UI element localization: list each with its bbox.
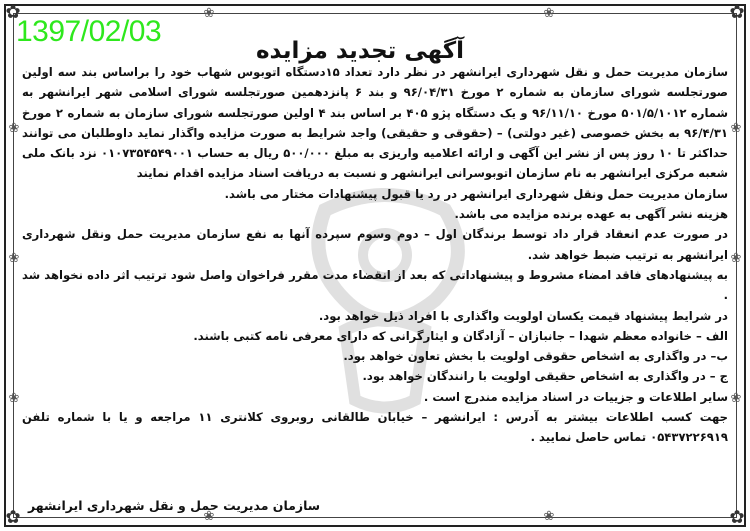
date-stamp: 1397/02/03: [16, 15, 162, 48]
flower-ornament-icon: ❀: [543, 6, 555, 21]
flower-ornament-icon: ✿: [729, 2, 745, 23]
flower-ornament-icon: ❀: [730, 121, 742, 136]
flower-ornament-icon: ❀: [203, 6, 215, 21]
paragraph-priority: در شرایط پیشنهاد قیمت یکسان اولویت واگذاری با افراد ذیل خواهد بود.: [318, 308, 728, 323]
flower-ornament-icon: ❀: [543, 509, 555, 524]
flower-ornament-icon: ❀: [8, 121, 20, 136]
flower-ornament-icon: ❀: [8, 391, 20, 406]
paragraph-priority-c: ج – در واگذاری به اشخاص حقیقی اولویت با رانندگان خواهد بود.: [362, 369, 728, 384]
flower-ornament-icon: ❀: [8, 251, 20, 266]
paragraph-forfeit: در صورت عدم انعقاد قرار داد توسط برندگان اول – دوم وسوم سپرده آنها به نفع سازمان مدیریت حمل ونقل شهرداری ایرانشهر به ترتیب ضبط خواهد شد.: [22, 227, 728, 262]
paragraph-rights: سازمان مدیریت حمل ونقل شهرداری ایرانشهر در رد یا قبول پیشنهادات مختار می باشد.: [224, 186, 728, 201]
notice-body: [22, 62, 728, 448]
paragraph-priority-a: الف – خانواده معظم شهدا – جانبازان – آزادگان و ایثارگرانی که دارای معرفی نامه کتبی باشند.: [193, 328, 728, 343]
paragraph-main: سازمان مدیریت حمل و نقل شهرداری ایرانشهر در نظر دارد تعداد ۱۵دستگاه اتوبوس شهاب خود را براساس بند سه اولین صورتجلسه شورای سازمان به شماره ۲ مورخ ۹۶/۰۴/۳۱ و بند ۶ پانزدهمین صورتجلسه شورای اسلامی شهر ایرانشهر به شماره ۵۰۱/۵/۱۰۱۲ مورخ ۹۶/۱۱/۱۰ و یک دستگاه پژو ۴۰۵ بر اساس بند ۴ اولین صورتجلسه شورای سازمان به شماره ۲ مورخ ۹۶/۴/۳۱ به بخش خصوصی (غیر دولتی) – (حقوقی و حقیقی) واجد شرایط به صورت مزایده واگذار نماید داوطلبان می توانند حداکثر تا ۱۰ روز پس از نشر این آگهی و ارائه اعلامیه واریزی به مبلغ ۵۰۰/۰۰۰ ریال به حساب ۰۱۰۷۳۵۴۵۴۹۰۰۱ نزد بانک ملی شعبه مرکزی ایرانشهر به نام سازمان اتوبوسرانی ایرانشهر و نسبت به دریافت اسناد مزایده اقدام نمایند: [22, 65, 728, 181]
flower-ornament-icon: ❀: [730, 391, 742, 406]
paragraph-details: سایر اطلاعات و جزییات در اسناد مزایده مندرج است .: [423, 389, 728, 404]
flower-ornament-icon: ❀: [203, 509, 215, 524]
paragraph-fee: هزینه نشر آگهی به عهده برنده مزایده می باشد.: [454, 207, 728, 222]
paragraph-invalid-bids: به پیشنهادهای فاقد امضاء مشروط و پیشنهاداتی که بعد از انقضاء مدت مقرر فراخوان واصل شود ترتیب اثر داده نخواهد شد .: [22, 267, 728, 303]
notice-title: آگهی تجدید مزایده: [255, 38, 465, 64]
paragraph-contact: جهت کسب اطلاعات بیشتر به آدرس : ایرانشهر – خیابان طالقانی روبروی کلانتری ۱۱ مراجعه و یا با شماره تلفن ۰۵۴۳۷۲۲۶۹۱۹ تماس حاصل نمایید .: [22, 410, 728, 445]
flower-ornament-icon: ✿: [729, 507, 745, 528]
flower-ornament-icon: ✿: [5, 2, 21, 23]
flower-ornament-icon: ❀: [730, 251, 742, 266]
signature: سازمان مدیریت حمل و نقل شهرداری ایرانشهر: [28, 498, 321, 513]
flower-ornament-icon: ✿: [5, 507, 21, 528]
paragraph-priority-b: ب– در واگذاری به اشخاص حقوقی اولویت با بخش تعاون خواهد بود.: [343, 349, 728, 364]
